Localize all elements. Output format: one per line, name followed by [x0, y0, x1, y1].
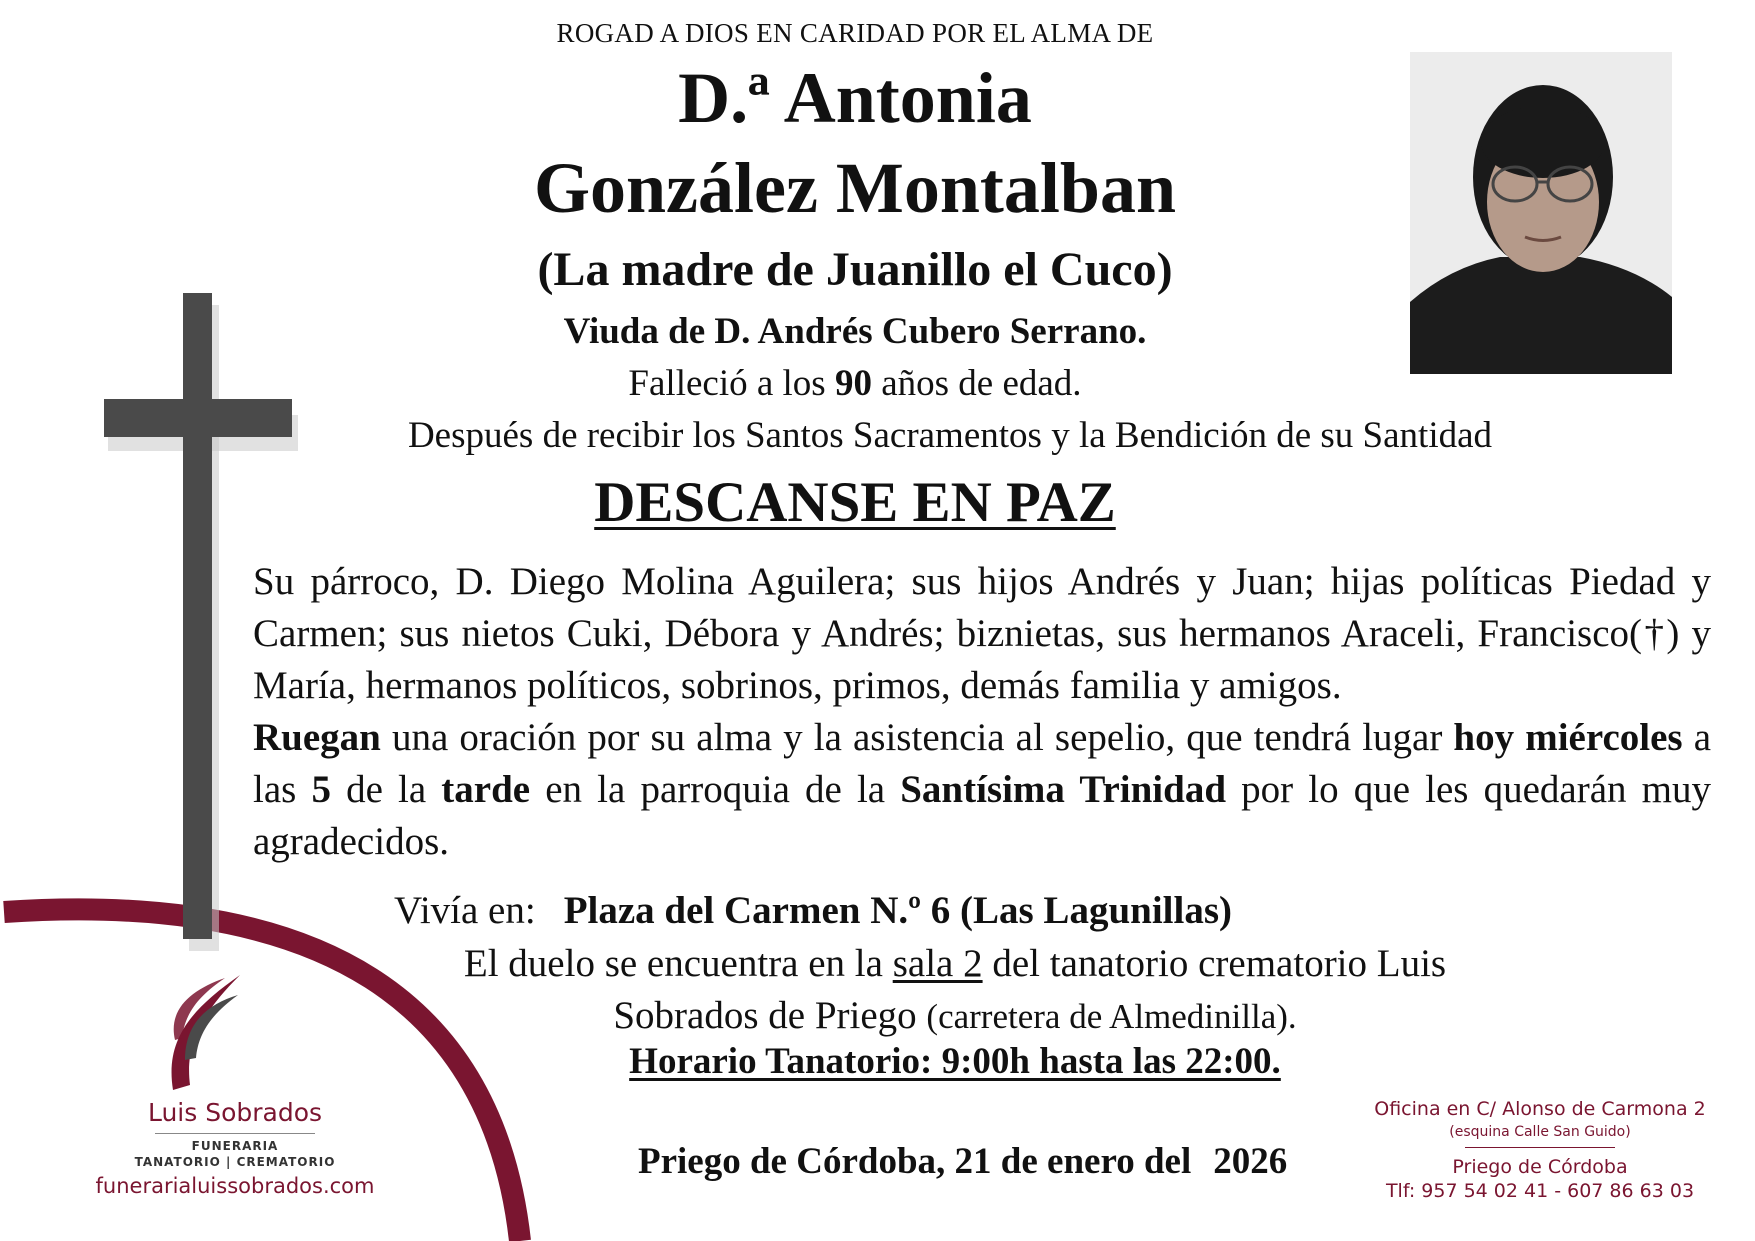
request-bold-3: 5 — [311, 768, 331, 811]
portrait-photo — [1410, 52, 1672, 374]
office-divider — [1465, 1147, 1615, 1148]
wake-line-2 — [0, 990, 1755, 1043]
wake-hours — [0, 1040, 1755, 1083]
residence-line — [394, 888, 1232, 933]
wake-info — [0, 938, 1755, 1043]
wake-text-1: El duelo se encuentra en la — [463, 942, 893, 985]
request-text-1: una oración por su alma y la asistencia al sepelio, que tendrá lugar — [380, 716, 1454, 759]
brand-divider — [155, 1133, 315, 1134]
portrait-icon — [1410, 52, 1672, 374]
wake-hours-text: Horario Tanatorio: 9:00h hasta las 22:00. — [629, 1041, 1281, 1082]
brand-website[interactable]: funerarialuissobrados.com — [95, 1174, 375, 1198]
age-prefix: Falleció a los — [628, 363, 835, 404]
place-date: Priego de Córdoba, 21 de enero del — [638, 1141, 1192, 1182]
widow-of: Viuda de D. Andrés Cubero Serrano. — [563, 311, 1147, 352]
nickname: (La madre de Juanillo el Cuco) — [537, 243, 1173, 296]
brand-name: Luis Sobrados — [147, 1098, 323, 1127]
request-bold-5: Santísima Trinidad — [900, 768, 1227, 811]
rip-heading — [0, 470, 1710, 535]
brand-sub2: TANATORIO | CREMATORIO — [134, 1155, 336, 1169]
deceased-name-line1: D.ª Antonia — [678, 58, 1032, 138]
request-text-5: por lo que les quedarán muy agradecidos. — [253, 768, 1711, 863]
request-bold-2: hoy miércoles — [1453, 716, 1683, 759]
age-value: 90 — [834, 363, 872, 404]
office-corner: (esquina Calle San Guido) — [1449, 1124, 1631, 1140]
residence-address: Plaza del Carmen N.º 6 (Las Lagunillas) — [563, 889, 1232, 932]
rip-text: DESCANSE EN PAZ — [594, 471, 1116, 534]
office-city: Priego de Córdoba — [1452, 1156, 1628, 1178]
residence-label: Vivía en: — [394, 889, 536, 932]
wake-text-2: del tanatorio crematorio Luis — [982, 942, 1447, 985]
wake-text-3: Sobrados de Priego — [613, 994, 927, 1037]
sacraments-line: Después de recibir los Santos Sacramentos y la Bendición de su Santidad — [407, 415, 1493, 456]
age-suffix: años de edad. — [871, 363, 1082, 404]
request-paragraph — [253, 712, 1711, 868]
request-text-3: de la — [330, 768, 442, 811]
wake-line-1 — [0, 938, 1755, 990]
request-bold-4: tarde — [441, 768, 531, 811]
body-text — [253, 556, 1711, 868]
family-paragraph: Su párroco, D. Diego Molina Aguilera; sus hijos Andrés y Juan; hijas políticas Piedad y Carmen; sus nietos Cuki, Débora y Andrés; biznietas, sus hermanos Araceli, Francisco(†) y María, hermanos políticos, sobrinos, primos, demás familia y amigos. — [253, 560, 1711, 707]
request-text-2: a las — [253, 716, 1712, 811]
deceased-name-line2: González Montalban — [534, 148, 1176, 228]
wake-text-4: (carretera de Almedinilla). — [926, 997, 1297, 1036]
dateline — [638, 1140, 1287, 1183]
wake-room: sala 2 — [892, 942, 983, 985]
request-bold-1: Ruegan — [253, 716, 381, 759]
year: 2026 — [1213, 1141, 1288, 1182]
prayer-line: ROGAD A DIOS EN CARIDAD POR EL ALMA DE — [556, 18, 1154, 48]
office-address: Oficina en C/ Alonso de Carmona 2 — [1374, 1098, 1706, 1120]
brand-sub1: FUNERARIA — [191, 1139, 279, 1153]
office-phone[interactable]: Tlf: 957 54 02 41 - 607 86 63 03 — [1385, 1180, 1695, 1202]
request-text-4: en la parroquia de la — [530, 768, 901, 811]
